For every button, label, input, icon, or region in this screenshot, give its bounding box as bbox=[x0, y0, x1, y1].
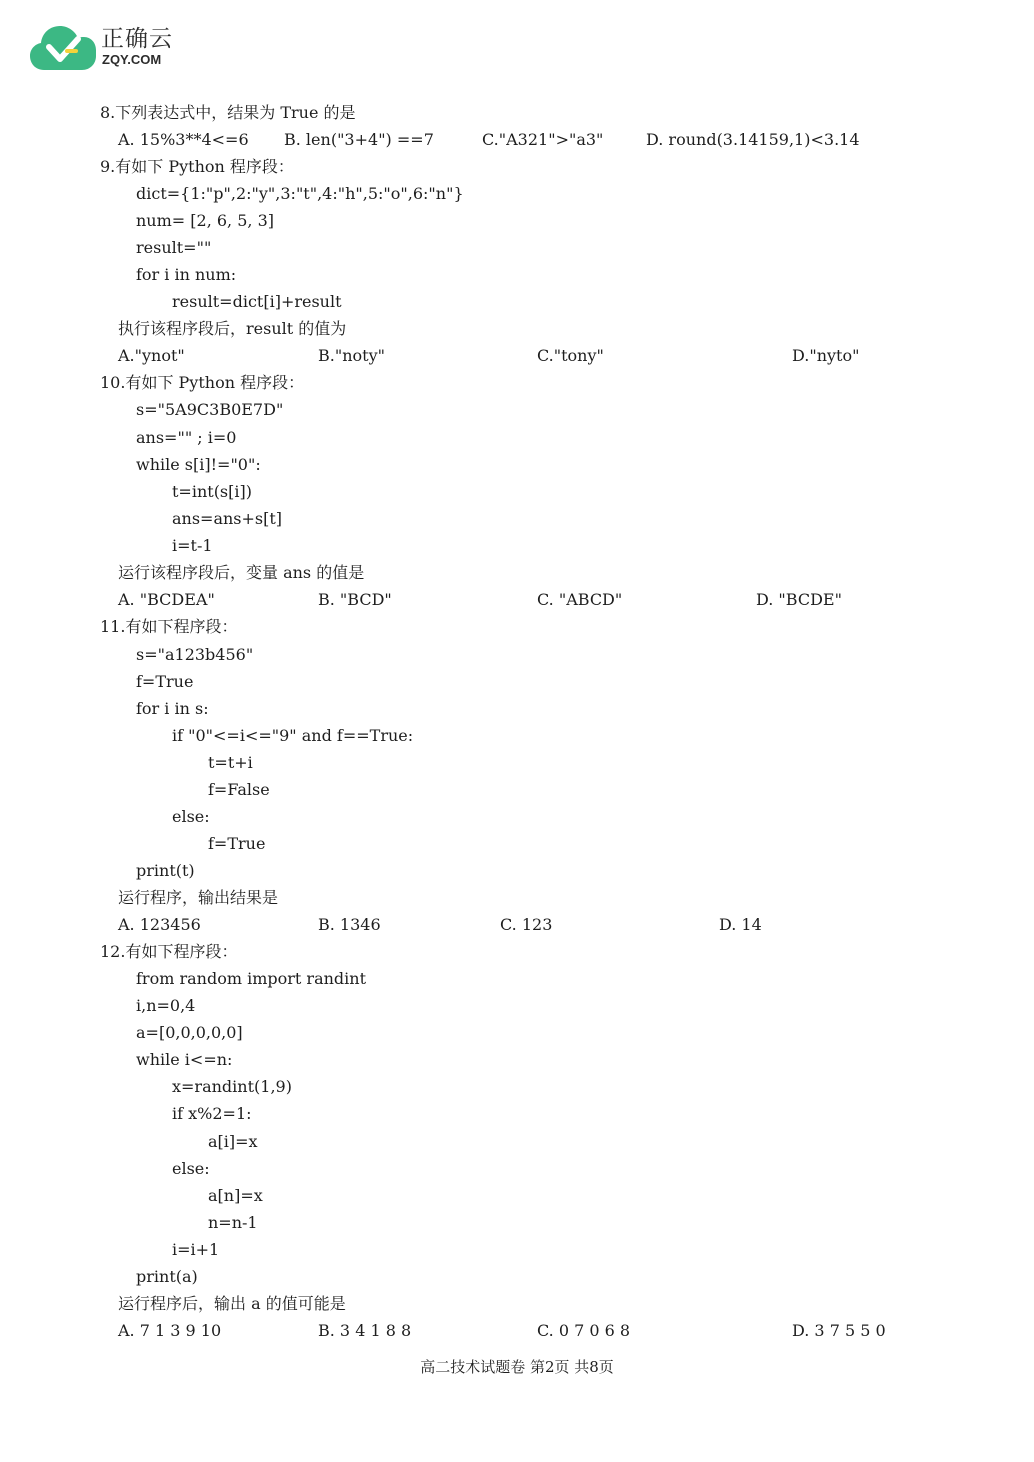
brand-name-en: ZQY.COM bbox=[102, 52, 162, 67]
q10-code-line: ans="" ; i=0 bbox=[136, 428, 237, 447]
q11-code-line: f=False bbox=[208, 780, 270, 799]
q11-option-a: A. 123456 bbox=[118, 915, 201, 934]
q11-prompt: 运行程序，输出结果是 bbox=[118, 888, 279, 907]
q9-code-line: num= [2, 6, 5, 3] bbox=[136, 211, 274, 230]
q10-option-b: B. "BCD" bbox=[318, 590, 392, 609]
cloud-check-icon bbox=[30, 22, 96, 72]
q10-code-line: i=t-1 bbox=[172, 536, 213, 555]
q11-code-line: for i in s: bbox=[136, 699, 209, 718]
brand-name-cn: 正确云 bbox=[101, 26, 173, 52]
q10-code-line: ans=ans+s[t] bbox=[172, 509, 283, 528]
page-footer: 高二技术试题卷 第2页 共8页 bbox=[420, 1358, 614, 1376]
q11-code-line: s="a123b456" bbox=[136, 645, 254, 664]
q9-code-line: result="" bbox=[136, 238, 212, 257]
q12-option-d: D. 3 7 5 5 0 bbox=[792, 1321, 886, 1340]
question-11-stem: 11.有如下程序段： bbox=[100, 617, 238, 636]
question-12-stem: 12.有如下程序段： bbox=[100, 942, 238, 961]
q12-code-line: from random import randint bbox=[136, 969, 366, 988]
q12-code-line: a[i]=x bbox=[208, 1132, 258, 1151]
q8-option-a: A. 15%3**4<=6 bbox=[118, 130, 249, 149]
q9-code-line: result=dict[i]+result bbox=[172, 292, 342, 311]
question-8-stem: 8.下列表达式中，结果为 True 的是 bbox=[100, 103, 356, 122]
q12-code-line: while i<=n: bbox=[136, 1050, 233, 1069]
q9-option-b: B."noty" bbox=[318, 346, 385, 365]
q12-code-line: else: bbox=[172, 1159, 210, 1178]
q12-option-b: B. 3 4 1 8 8 bbox=[318, 1321, 412, 1340]
q8-option-d: D. round(3.14159,1)<3.14 bbox=[646, 130, 860, 149]
q11-code-line: t=t+i bbox=[208, 753, 253, 772]
q12-code-line: a=[0,0,0,0,0] bbox=[136, 1023, 243, 1042]
q12-prompt: 运行程序后，输出 a 的值可能是 bbox=[118, 1294, 346, 1313]
q11-code-line: f=True bbox=[136, 672, 194, 691]
q10-code-line: s="5A9C3B0E7D" bbox=[136, 400, 284, 419]
q11-code-line: print(t) bbox=[136, 861, 195, 880]
q10-option-a: A. "BCDEA" bbox=[118, 590, 215, 609]
q12-code-line: x=randint(1,9) bbox=[172, 1077, 292, 1096]
q9-option-a: A."ynot" bbox=[118, 346, 185, 365]
q11-option-d: D. 14 bbox=[719, 915, 762, 934]
q12-code-line: n=n-1 bbox=[208, 1213, 258, 1232]
q9-code-line: dict={1:"p",2:"y",3:"t",4:"h",5:"o",6:"n"} bbox=[136, 184, 464, 203]
q12-option-c: C. 0 7 0 6 8 bbox=[537, 1321, 631, 1340]
q11-code-line: f=True bbox=[208, 834, 266, 853]
q10-option-c: C. "ABCD" bbox=[537, 590, 623, 609]
q12-code-line: i=i+1 bbox=[172, 1240, 220, 1259]
q10-code-line: t=int(s[i]) bbox=[172, 482, 252, 501]
q10-prompt: 运行该程序段后，变量 ans 的值是 bbox=[118, 563, 365, 582]
question-9-stem: 9.有如下 Python 程序段： bbox=[100, 157, 294, 176]
q12-option-a: A. 7 1 3 9 10 bbox=[118, 1321, 222, 1340]
q10-option-d: D. "BCDE" bbox=[756, 590, 842, 609]
q8-option-c: C."A321">"a3" bbox=[482, 130, 604, 149]
q10-code-line: while s[i]!="0": bbox=[136, 455, 261, 474]
q11-code-line: if "0"<=i<="9" and f==True: bbox=[172, 726, 414, 745]
q12-code-line: print(a) bbox=[136, 1267, 198, 1286]
q11-option-b: B. 1346 bbox=[318, 915, 381, 934]
q11-option-c: C. 123 bbox=[500, 915, 553, 934]
q9-option-d: D."nyto" bbox=[792, 346, 860, 365]
question-10-stem: 10.有如下 Python 程序段： bbox=[100, 373, 305, 392]
q12-code-line: a[n]=x bbox=[208, 1186, 263, 1205]
brand-logo bbox=[30, 22, 190, 74]
q12-code-line: if x%2=1: bbox=[172, 1104, 252, 1123]
q12-code-line: i,n=0,4 bbox=[136, 996, 196, 1015]
q11-code-line: else: bbox=[172, 807, 210, 826]
q8-option-b: B. len("3+4") ==7 bbox=[284, 130, 434, 149]
q9-prompt: 执行该程序段后，result 的值为 bbox=[118, 319, 347, 338]
q9-option-c: C."tony" bbox=[537, 346, 604, 365]
q9-code-line: for i in num: bbox=[136, 265, 237, 284]
